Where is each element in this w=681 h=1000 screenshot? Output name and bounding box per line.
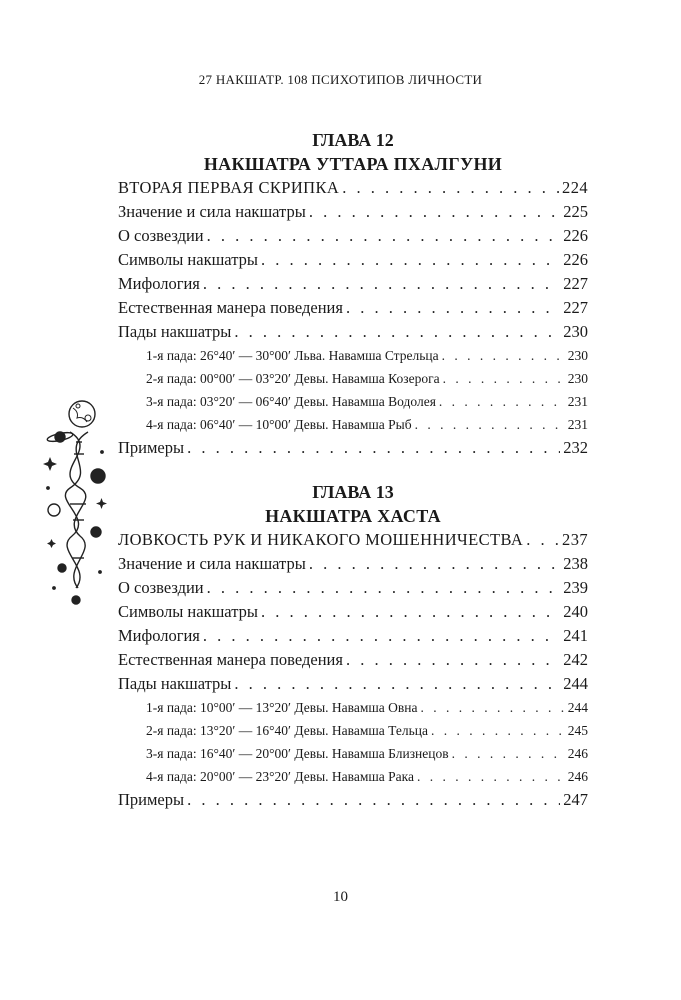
toc-entry-label: 4-я пада: 06°40′ — 10°00′ Девы. Навамша Рыб [146,417,412,432]
toc-entry[interactable] [118,624,588,648]
toc-entry[interactable] [118,648,588,672]
toc-entry-page: 225 [563,202,588,221]
toc-entry-page: 230 [563,322,588,341]
toc-entry[interactable] [118,200,588,224]
toc-entry-label: Символы накшатры [118,250,258,269]
toc-entry[interactable] [118,248,588,272]
toc-entry[interactable] [118,788,588,812]
chapter-number: ГЛАВА 13 [312,482,394,502]
dna-planets-ornament-icon [40,392,110,610]
dot-leader [417,765,565,788]
toc-entry-label: Примеры [118,438,185,457]
dot-leader [442,344,565,367]
toc-entry-page: 231 [567,417,588,432]
dot-leader [452,742,565,765]
dot-leader [346,648,560,672]
dot-leader [234,672,560,696]
toc-entry-page: 246 [567,769,588,784]
toc-entry-label: Пады накшатры [118,674,232,693]
toc-entry-label: Естественная манера поведения [118,650,343,669]
dot-leader [203,272,560,296]
toc-entry[interactable] [118,528,588,552]
dot-leader [439,390,565,413]
toc-entry-page: 237 [562,530,588,549]
toc-entry-label: 3-я пада: 16°40′ — 20°00′ Девы. Навамша Близнецов [146,746,449,761]
toc-entry-label: О созвездии [118,578,204,597]
dot-leader [415,413,565,436]
dot-leader [309,552,560,576]
toc-entry-page: 231 [567,394,588,409]
toc-entry-page: 226 [563,250,588,269]
dot-leader [207,576,561,600]
dot-leader [431,719,565,742]
toc-entry-label: Естественная манера поведения [118,298,343,317]
toc-subentry[interactable] [118,765,588,788]
toc-entry-label: 2-я пада: 00°00′ — 03°20′ Девы. Навамша Козерога [146,371,440,386]
toc-entry-page: 247 [563,790,588,809]
toc-entry-label: 1-я пада: 10°00′ — 13°20′ Девы. Навамша Овна [146,700,418,715]
dot-leader [234,320,560,344]
dot-leader [309,200,560,224]
toc-entry-page: 232 [563,438,588,457]
toc-entry-label: 1-я пада: 26°40′ — 30°00′ Льва. Навамша Стрельца [146,348,439,363]
chapter-title: НАКШАТРА УТТАРА ПХАЛГУНИ [203,154,503,174]
toc-entry-page: 241 [563,626,588,645]
toc-entry-page: 244 [563,674,588,693]
toc-entry-label: ЛОВКОСТЬ РУК И НИКАКОГО МОШЕННИЧЕСТВА [118,530,524,549]
toc-entry-label: О созвездии [118,226,204,245]
toc-subentry[interactable] [118,344,588,367]
toc-entry[interactable] [118,672,588,696]
toc-subentry[interactable] [118,719,588,742]
toc-entry-page: 227 [563,274,588,293]
toc-entry-label: Символы накшатры [118,602,258,621]
toc-entry[interactable] [118,600,588,624]
toc-entry[interactable] [118,272,588,296]
toc-entry[interactable] [118,436,588,460]
dot-leader [346,296,560,320]
dot-leader [187,788,560,812]
dot-leader [443,367,565,390]
toc-subentry[interactable] [118,696,588,719]
dot-leader [421,696,565,719]
toc-entry[interactable] [118,296,588,320]
toc-entry-page: 244 [567,700,588,715]
dot-leader [203,624,560,648]
toc-entry-label: Значение и сила накшатры [118,202,306,221]
toc-subentry[interactable] [118,367,588,390]
dot-leader [526,528,559,552]
toc-entry-label: 3-я пада: 03°20′ — 06°40′ Девы. Навамша Водолея [146,394,436,409]
toc-entry[interactable] [118,552,588,576]
toc-entry-page: 230 [567,348,588,363]
toc-entry-page: 240 [563,602,588,621]
toc-entry-page: 227 [563,298,588,317]
dot-leader [261,248,560,272]
toc-subentry[interactable] [118,390,588,413]
toc-entry-page: 245 [567,723,588,738]
toc-subentry[interactable] [118,413,588,436]
dot-leader [207,224,561,248]
toc-entry-label: Примеры [118,790,185,809]
chapter-number: ГЛАВА 12 [312,130,394,150]
dot-leader [187,436,560,460]
toc-entry-label: Мифология [118,626,200,645]
toc-entry[interactable] [118,176,588,200]
toc-entry-page: 230 [567,371,588,386]
toc-entry[interactable] [118,224,588,248]
toc-entry-page: 226 [563,226,588,245]
dot-leader [342,176,559,200]
toc-entry-label: ВТОРАЯ ПЕРВАЯ СКРИПКА [118,178,340,197]
toc-entry-page: 238 [563,554,588,573]
toc-entry-label: 2-я пада: 13°20′ — 16°40′ Девы. Навамша Тельца [146,723,428,738]
toc-entry-page: 246 [567,746,588,761]
toc-entry[interactable] [118,576,588,600]
toc-entry-label: Мифология [118,274,200,293]
chapter-12 [118,128,588,460]
toc-subentry[interactable] [118,742,588,765]
chapter-title: НАКШАТРА ХАСТА [265,506,441,526]
running-head: 27 НАКШАТР. 108 ПСИХОТИПОВ ЛИЧНОСТИ [198,72,483,87]
toc-entry-page: 242 [563,650,588,669]
dot-leader [261,600,560,624]
toc-entry-label: Пады накшатры [118,322,232,341]
toc-entry-label: Значение и сила накшатры [118,554,306,573]
toc-entry-page: 239 [563,578,588,597]
page-number: 10 [333,889,348,905]
chapter-13 [118,480,588,812]
toc-entry-page: 224 [562,178,588,197]
toc-entry-label: 4-я пада: 20°00′ — 23°20′ Девы. Навамша Рака [146,769,415,784]
toc-entry[interactable] [118,320,588,344]
